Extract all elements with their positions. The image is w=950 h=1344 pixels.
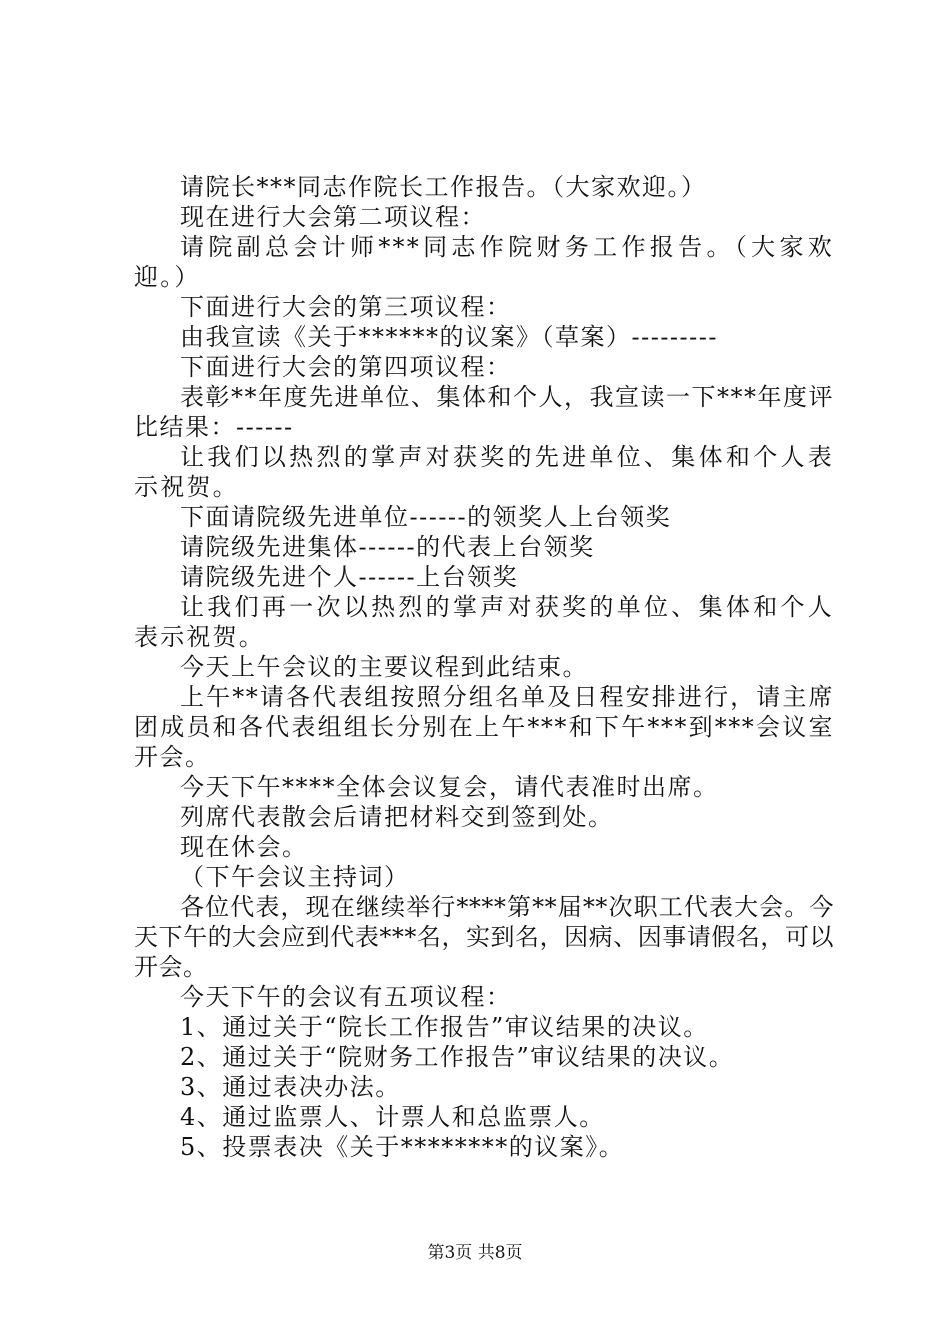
paragraph-2: 现在进行大会第二项议程： (180, 203, 486, 231)
paragraph-5: 由我宣读《关于******的议案》（草案）--------- (180, 323, 718, 351)
paragraph-23: 3、通过表决办法。 (180, 1073, 401, 1101)
paragraph-20: 今天下午的会议有五项议程： (180, 983, 512, 1011)
paragraph-21: 1、通过关于“院长工作报告”审议结果的决议。 (180, 1013, 709, 1041)
paragraph-9: 下面请院级先进单位------的领奖人上台领奖 (180, 503, 672, 531)
paragraph-16: 列席代表散会后请把材料交到签到处。 (180, 803, 614, 831)
paragraph-12: 让我们再一次以热烈的掌声对获奖的单位、集体和个人表示祝贺。 (134, 593, 834, 651)
paragraph-6: 下面进行大会的第四项议程： (180, 353, 512, 381)
paragraph-4: 下面进行大会的第三项议程： (180, 293, 512, 321)
paragraph-10: 请院级先进集体------的代表上台领奖 (180, 533, 595, 561)
paragraph-25: 5、投票表决《关于********的议案》。 (180, 1133, 625, 1161)
paragraph-19: 各位代表，现在继续举行****第**届**次职工代表大会。今天下午的大会应到代表***名，实到名，因病、因事请假名，可以开会。 (134, 893, 834, 981)
paragraph-17: 现在休会。 (180, 833, 308, 861)
paragraph-8: 让我们以热烈的掌声对获奖的先进单位、集体和个人表示祝贺。 (134, 443, 834, 501)
paragraph-18: （下午会议主持词） (180, 863, 410, 891)
paragraph-3: 请院副总会计师***同志作院财务工作报告。（大家欢迎。） (134, 233, 834, 291)
paragraph-15: 今天下午****全体会议复会，请代表准时出席。 (180, 773, 719, 801)
paragraph-24: 4、通过监票人、计票人和总监票人。 (180, 1103, 605, 1131)
paragraph-14: 上午**请各代表组按照分组名单及日程安排进行，请主席团成员和各代表组组长分别在上午***和下午***到***会议室开会。 (134, 683, 834, 771)
paragraph-11: 请院级先进个人------上台领奖 (180, 563, 519, 591)
paragraph-1: 请院长***同志作院长工作报告。（大家欢迎。） (180, 173, 707, 201)
paragraph-13: 今天上午会议的主要议程到此结束。 (180, 653, 588, 681)
page-number-footer: 第3页 共8页 (427, 1243, 523, 1263)
document-body (134, 172, 834, 1162)
paragraph-22: 2、通过关于“院财务工作报告”审议结果的决议。 (180, 1043, 735, 1071)
paragraph-7: 表彰**年度先进单位、集体和个人，我宣读一下***年度评比结果：------ (134, 383, 834, 441)
